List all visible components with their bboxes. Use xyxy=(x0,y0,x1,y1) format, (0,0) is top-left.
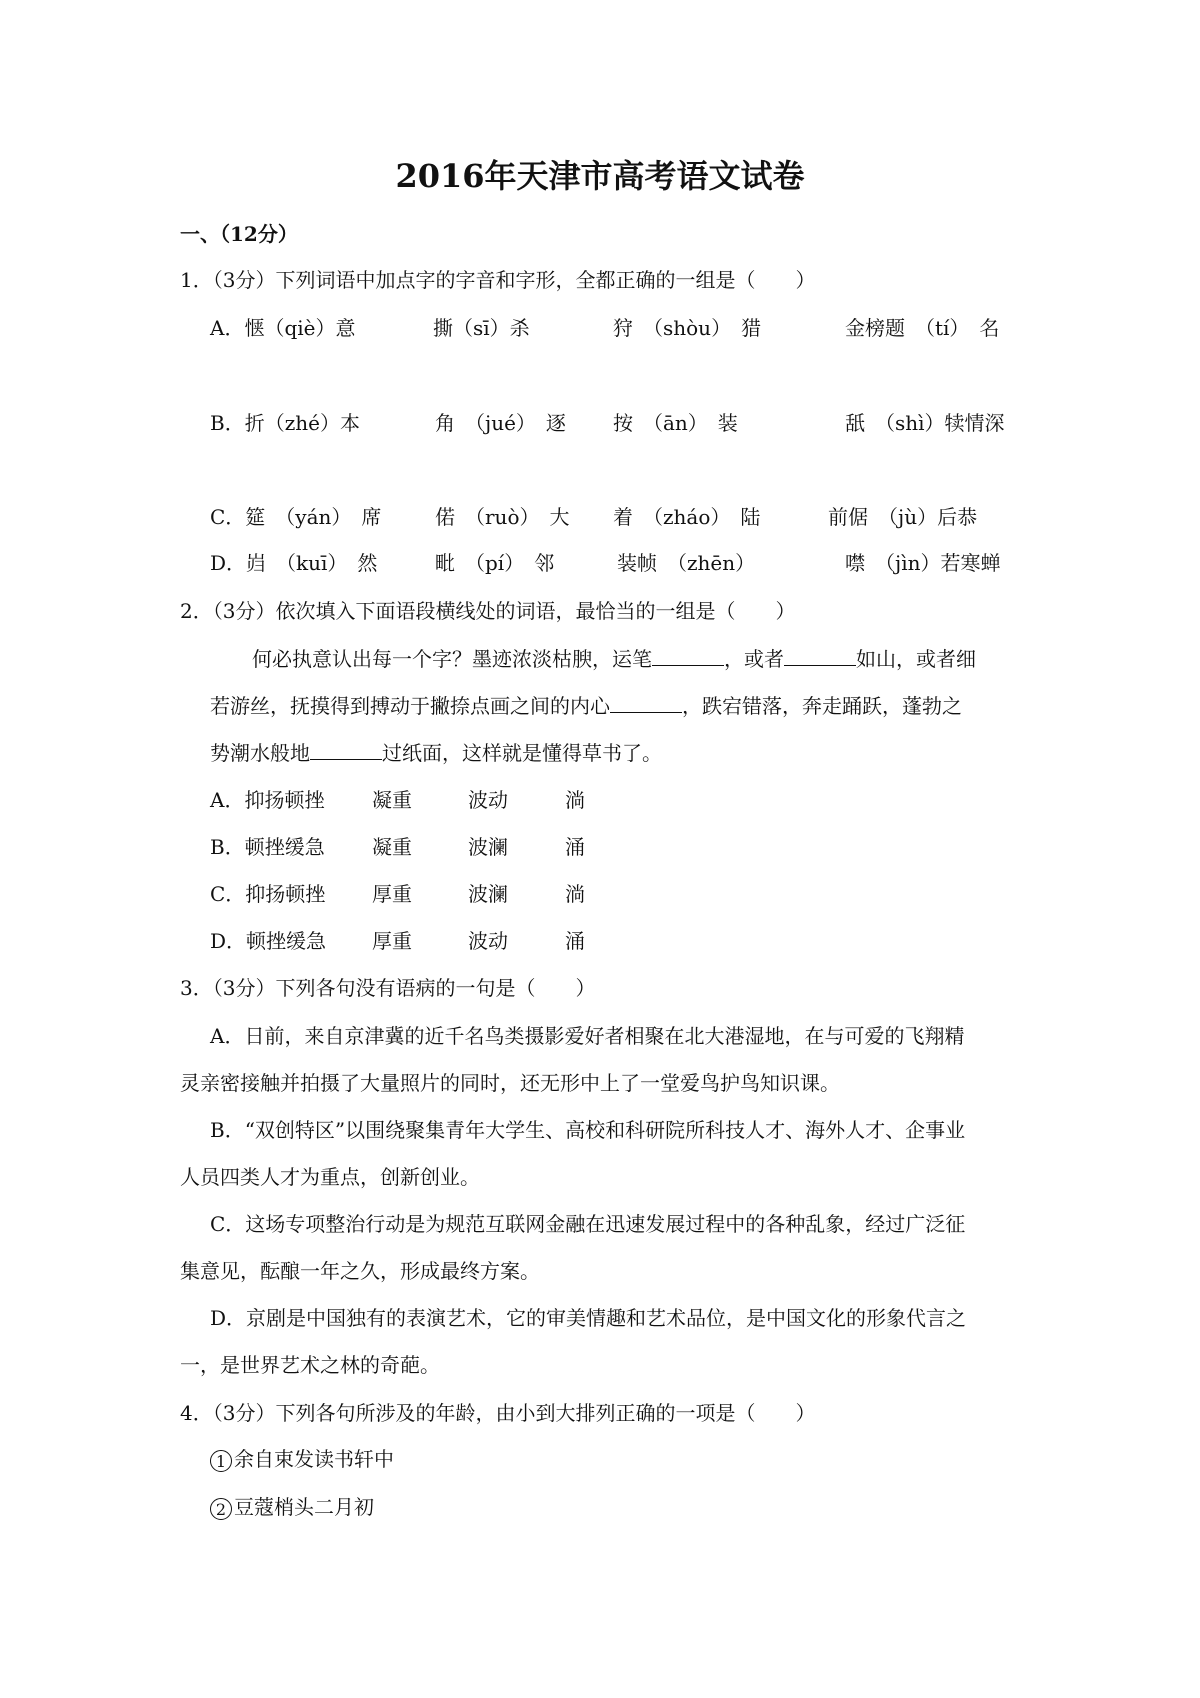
q2-option-d-word1: D．顿挫缓急 xyxy=(210,929,327,953)
question-2-stem: 2．（3分）依次填入下面语段横线处的词语，最恰当的一组是（ ） xyxy=(180,599,796,623)
q4-item-1 xyxy=(210,1449,394,1472)
q1-option-b-word3: 按 （ān） 装 xyxy=(613,411,738,435)
q1-option-a-word4: 金榜题 （tí） 名 xyxy=(845,316,1000,340)
q1-option-d-word2: 毗 （pí） 邻 xyxy=(435,551,555,575)
q2-option-a-word4: 淌 xyxy=(565,788,585,812)
q2-passage-line-1 xyxy=(252,647,976,669)
q3-option-d-line-1: D．京剧是中国独有的表演艺术，它的审美情趣和艺术品位，是中国文化的形象代言之 xyxy=(210,1306,967,1330)
q2-option-c-word4: 淌 xyxy=(565,882,585,906)
exam-title: 2016年天津市高考语文试卷 xyxy=(395,157,805,195)
q1-option-a-word1: A．惬（qiè）意 xyxy=(210,316,356,340)
q1-option-c-word2: 偌 （ruò） 大 xyxy=(435,505,570,529)
q2-option-d-word2: 厚重 xyxy=(372,929,412,953)
q2-passage-text: 何必执意认出每一个字？墨迹浓淡枯腴，运笔 xyxy=(252,647,652,671)
q1-option-a-word3: 狩 （shòu） 猎 xyxy=(613,316,762,340)
q1-option-b-word4: 舐 （shì）犊情深 xyxy=(845,411,1005,435)
q2-option-b-word3: 波澜 xyxy=(468,835,508,859)
q4-item-text: 豆蔻梢头二月初 xyxy=(234,1495,374,1519)
q3-option-b-line-2: 人员四类人才为重点，创新创业。 xyxy=(180,1165,480,1189)
q2-passage-line-3 xyxy=(210,741,662,763)
q2-passage-text: 势潮水般地 xyxy=(210,741,310,765)
q1-option-d-word1: D．岿 （kuī） 然 xyxy=(210,551,378,575)
q2-option-d-word3: 波动 xyxy=(468,929,508,953)
q3-option-d-line-2: 一，是世界艺术之林的奇葩。 xyxy=(180,1353,440,1377)
q2-passage-text: 如山，或者细 xyxy=(856,647,976,671)
q1-option-c-word1: C．筵 （yán） 席 xyxy=(210,505,382,529)
q3-option-a-line-2: 灵亲密接触并拍摄了大量照片的同时，还无形中上了一堂爱鸟护鸟知识课。 xyxy=(180,1071,840,1095)
q2-option-c-word3: 波澜 xyxy=(468,882,508,906)
q2-option-b-word1: B．顿挫缓急 xyxy=(210,835,325,859)
question-4-stem: 4．（3分）下列各句所涉及的年龄，由小到大排列正确的一项是（ ） xyxy=(180,1401,816,1425)
blank-line xyxy=(784,647,856,666)
q4-item-text: 余自束发读书轩中 xyxy=(234,1447,394,1471)
q2-passage-text: ，跌宕错落，奔走踊跃，蓬勃之 xyxy=(682,694,962,718)
q3-option-b-line-1: B．“双创特区”以围绕聚集青年大学生、高校和科研院所科技人才、海外人才、企事业 xyxy=(210,1118,966,1142)
q3-option-a-line-1: A．日前，来自京津冀的近千名鸟类摄影爱好者相聚在北大港湿地，在与可爱的飞翔精 xyxy=(210,1024,965,1048)
question-3-stem: 3．（3分）下列各句没有语病的一句是（ ） xyxy=(180,976,596,1000)
q2-option-c-word2: 厚重 xyxy=(372,882,412,906)
blank-line xyxy=(310,741,382,760)
q2-passage-line-2 xyxy=(210,694,962,716)
q2-passage-text: ，或者 xyxy=(724,647,784,671)
q2-option-b-word2: 凝重 xyxy=(372,835,412,859)
q1-option-b-word1: B．折（zhé）本 xyxy=(210,411,360,435)
q1-option-a-word2: 撕（sī）杀 xyxy=(433,316,530,340)
q2-option-a-word3: 波动 xyxy=(468,788,508,812)
q1-option-d-word3: 装帧 （zhēn） xyxy=(617,551,756,575)
q2-passage-text: 若游丝，抚摸得到搏动于撇捺点画之间的内心 xyxy=(210,694,610,718)
blank-line xyxy=(610,694,682,713)
q2-option-b-word4: 涌 xyxy=(565,835,585,859)
q1-option-c-word3: 着 （zháo） 陆 xyxy=(613,505,761,529)
q1-option-c-word4: 前倨 （jù）后恭 xyxy=(828,505,978,529)
q1-option-b-word2: 角 （jué） 逐 xyxy=(435,411,566,435)
q3-option-c-line-2: 集意见，酝酿一年之久，形成最终方案。 xyxy=(180,1259,540,1283)
q4-item-number: 2 xyxy=(210,1498,232,1520)
q2-option-a-word1: A．抑扬顿挫 xyxy=(210,788,325,812)
q2-option-a-word2: 凝重 xyxy=(372,788,412,812)
q2-option-c-word1: C．抑扬顿挫 xyxy=(210,882,326,906)
q4-item-2 xyxy=(210,1497,374,1520)
blank-line xyxy=(652,647,724,666)
q2-option-d-word4: 涌 xyxy=(565,929,585,953)
q4-item-number: 1 xyxy=(210,1450,232,1472)
q1-option-d-word4: 噤 （jìn）若寒蝉 xyxy=(845,551,1001,575)
q2-passage-text: 过纸面，这样就是懂得草书了。 xyxy=(382,741,662,765)
section-heading: 一、（12分） xyxy=(180,222,298,246)
question-1-stem: 1．（3分）下列词语中加点字的字音和字形，全都正确的一组是（ ） xyxy=(180,268,816,292)
q3-option-c-line-1: C．这场专项整治行动是为规范互联网金融在迅速发展过程中的各种乱象，经过广泛征 xyxy=(210,1212,966,1236)
